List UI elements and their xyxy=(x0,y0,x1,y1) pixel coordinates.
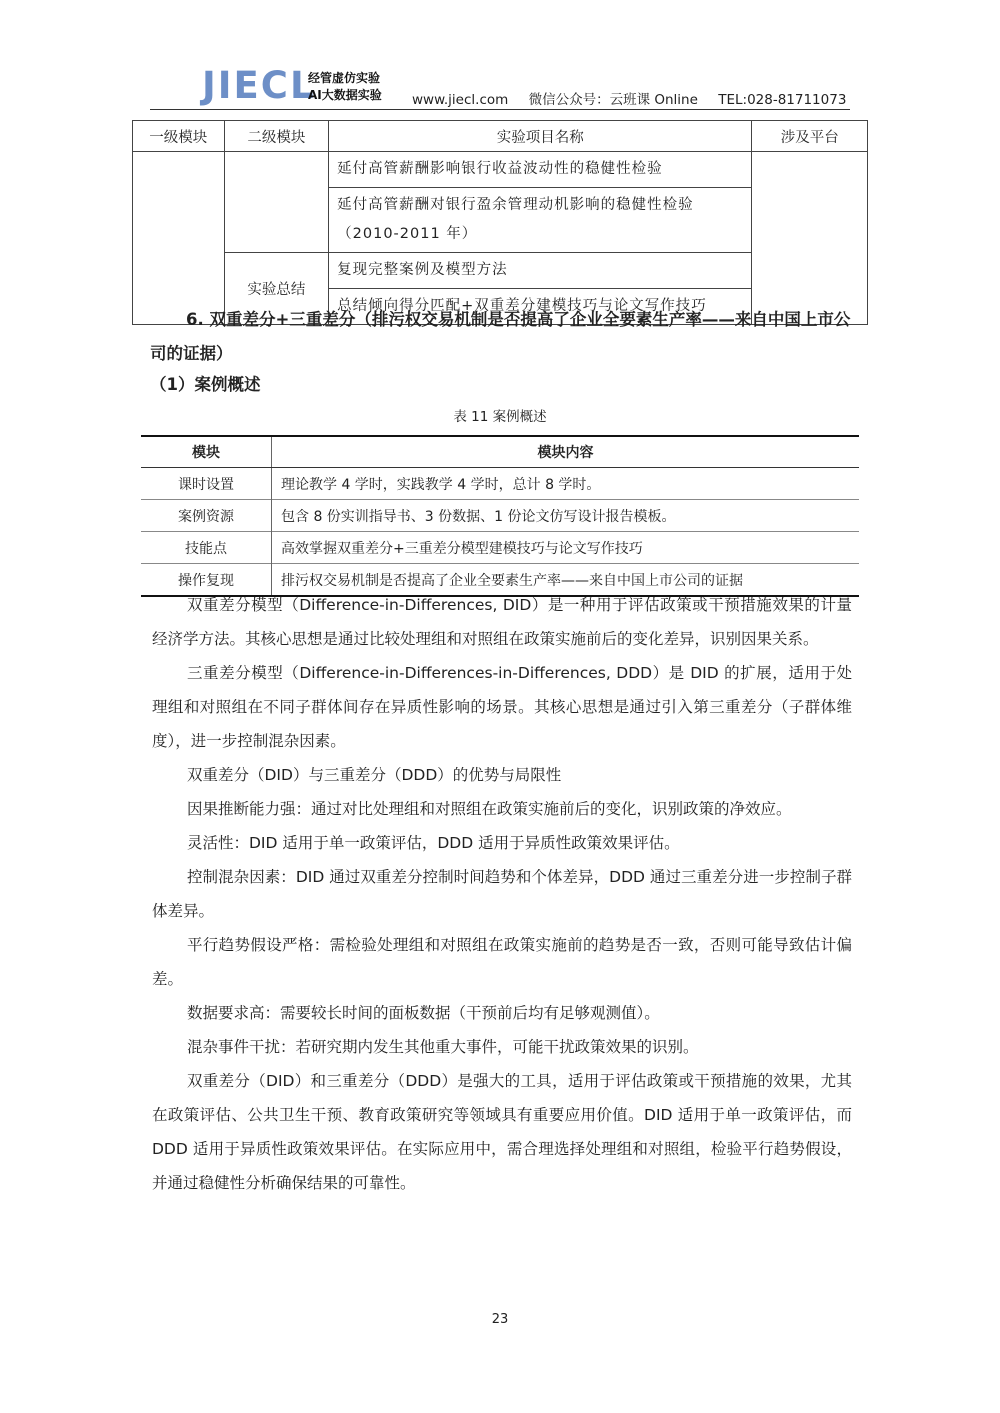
website-text: www.jiecl.com xyxy=(412,92,509,108)
table-row xyxy=(133,152,868,188)
header-cell: 一级模块 xyxy=(133,121,225,152)
platform-cell xyxy=(752,152,868,325)
experiment-table-header xyxy=(133,121,868,152)
paragraph: 双重差分模型（Difference-in-Differences, DID）是一种用于评估政策或干预措施效果的计量经济学方法。其核心思想是通过比较处理组和对照组在政策实施前后的变化差异，识别因果关系。 xyxy=(152,596,852,648)
header-cell: 涉及平台 xyxy=(752,121,868,152)
header-contact xyxy=(412,88,862,108)
paragraph: 控制混杂因素：DID 通过双重差分控制时间趋势和个体差异，DDD 通过三重差分进一步控制子群体差异。 xyxy=(152,868,852,920)
paragraph: 双重差分（DID）和三重差分（DDD）是强大的工具，适用于评估政策或干预措施的效果，尤其在政策评估、公共卫生干预、教育政策研究等领域具有重要应用价值。DID 适用于单一政策评估，而 DDD 适用于异质性政策效果评估。在实际应用中，需合理选择处理组和对照组，检验平行趋势假设，并通过稳健性分析确保结果的可靠性。 xyxy=(152,1072,852,1192)
module-cell: 案例资源 xyxy=(141,500,272,532)
logo-subtitle-line-2: AI大数据实验 xyxy=(308,88,382,102)
content-cell: 高效掌握双重差分+三重差分模型建模技巧与论文写作技巧 xyxy=(272,532,860,564)
level2-cell: 实验总结 xyxy=(224,253,329,325)
section-heading: 6. 双重差分+三重差分（排污权交易机制是否提高了企业全要素生产率——来自中国上市公司的证据） xyxy=(150,310,851,363)
table-row xyxy=(141,500,859,532)
paragraph: 双重差分（DID）与三重差分（DDD）的优势与局限性 xyxy=(187,766,562,784)
module-cell: 课时设置 xyxy=(141,468,272,500)
header-cell: 模块 xyxy=(141,436,272,468)
module-cell: 技能点 xyxy=(141,532,272,564)
sub-heading: （1）案例概述 xyxy=(150,375,261,394)
tel-text: TEL:028-81711073 xyxy=(718,92,847,108)
logo-subtitle-line-1: 经管虚仿实验 xyxy=(308,71,381,85)
table-row xyxy=(141,468,859,500)
content-cell: 排污权交易机制是否提高了企业全要素生产率——来自中国上市公司的证据 xyxy=(272,564,860,597)
table-caption: 表 11 案例概述 xyxy=(453,409,547,425)
content-cell: 理论教学 4 学时，实践教学 4 学时，总计 8 学时。 xyxy=(272,468,860,500)
paragraph: 因果推断能力强：通过对比处理组和对照组在政策实施前后的变化，识别政策的净效应。 xyxy=(187,800,792,818)
experiment-item: 延付高管薪酬对银行盈余管理动机影响的稳健性检验（2010-2011 年） xyxy=(329,188,752,253)
module-cell: 操作复现 xyxy=(141,564,272,597)
case-overview-table xyxy=(141,435,859,597)
jiecl-logo: JIECL xyxy=(202,64,316,107)
content-cell: 包含 8 份实训指导书、3 份数据、1 份论文仿写设计报告模板。 xyxy=(272,500,860,532)
page-number: 23 xyxy=(491,1312,509,1327)
case-overview-header xyxy=(141,436,859,468)
body-text xyxy=(152,588,852,1200)
paragraph: 混杂事件干扰：若研究期内发生其他重大事件，可能干扰政策效果的识别。 xyxy=(187,1038,699,1056)
experiment-item: 总结倾向得分匹配+双重差分建模技巧与论文写作技巧 xyxy=(329,289,752,325)
experiment-item: 延付高管薪酬影响银行收益波动性的稳健性检验 xyxy=(329,152,752,188)
wechat-text: 微信公众号：云班课 Online xyxy=(528,92,698,108)
paragraph: 三重差分模型（Difference-in-Differences-in-Differences, DDD）是 DID 的扩展，适用于处理组和对照组在不同子群体间存在异质性影响的场景。其核心思想是通过引入第三重差分（子群体维度），进一步控制混杂因素。 xyxy=(152,664,852,750)
level2-cell xyxy=(224,152,329,253)
experiment-item: 复现完整案例及模型方法 xyxy=(329,253,752,289)
page-header xyxy=(150,62,850,110)
logo-subtitle xyxy=(308,70,382,104)
paragraph: 数据要求高：需要较长时间的面板数据（干预前后均有足够观测值）。 xyxy=(187,1004,660,1022)
experiment-table xyxy=(132,120,868,325)
header-cell: 二级模块 xyxy=(224,121,329,152)
level1-cell xyxy=(133,152,225,325)
table-row xyxy=(141,532,859,564)
paragraph: 灵活性：DID 适用于单一政策评估，DDD 适用于异质性政策效果评估。 xyxy=(187,834,680,852)
header-divider xyxy=(150,109,850,110)
header-cell: 模块内容 xyxy=(272,436,860,468)
header-cell: 实验项目名称 xyxy=(329,121,752,152)
paragraph: 平行趋势假设严格：需检验处理组和对照组在政策实施前的趋势是否一致，否则可能导致估计偏差。 xyxy=(152,936,852,988)
